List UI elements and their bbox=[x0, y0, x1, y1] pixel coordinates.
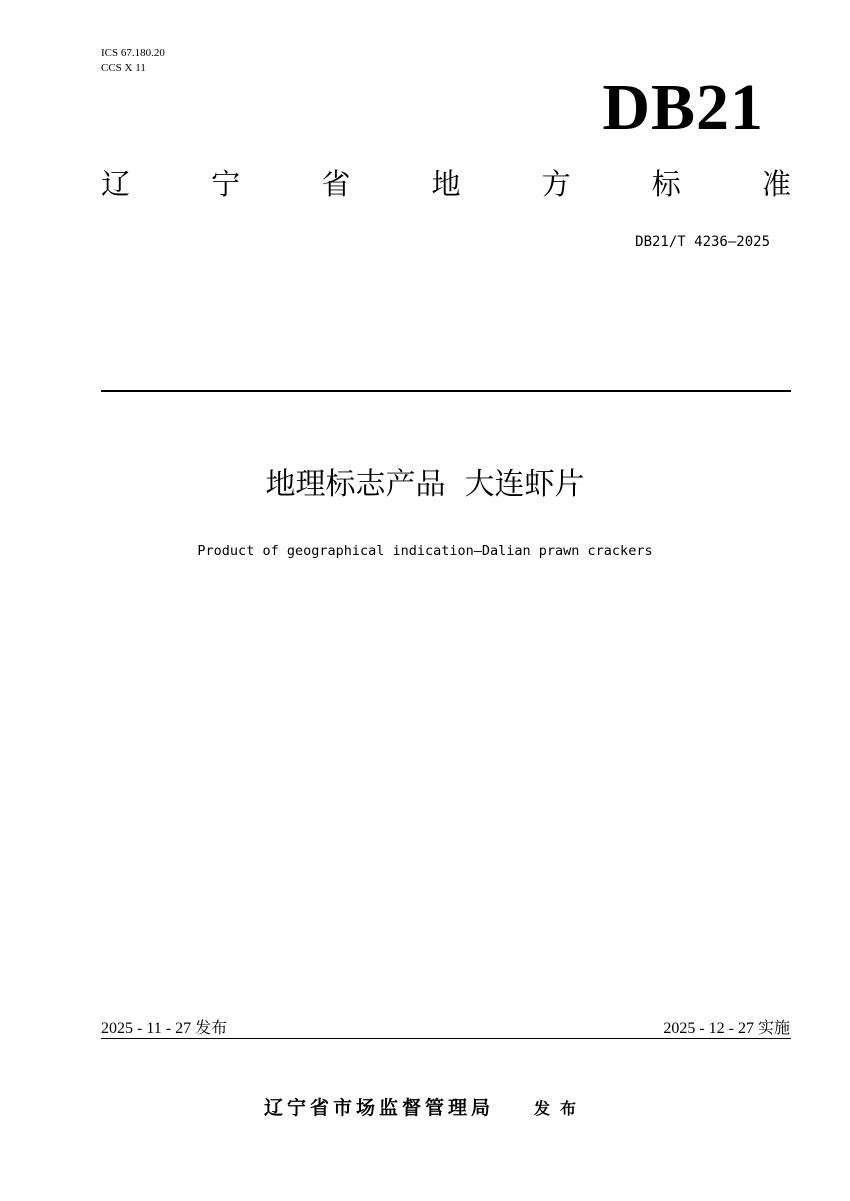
standard-type-heading bbox=[101, 162, 791, 206]
standard-type-char: 准 bbox=[761, 167, 791, 201]
standard-type-char: 辽 bbox=[101, 167, 131, 201]
standard-type-char: 标 bbox=[651, 167, 681, 201]
ccs-code: CCS X 11 bbox=[101, 62, 146, 74]
issuer-action: 发布 bbox=[534, 1099, 587, 1118]
document-title-chinese: 地理标志产品 大连虾片 bbox=[265, 467, 585, 502]
classification-codes bbox=[101, 46, 165, 76]
header-divider bbox=[101, 390, 791, 392]
standard-type-char: 省 bbox=[321, 167, 351, 201]
footer-divider bbox=[101, 1038, 791, 1039]
standard-type-char: 方 bbox=[541, 167, 571, 201]
standard-number: DB21/T 4236—2025 bbox=[635, 234, 770, 250]
standard-type-char: 地 bbox=[431, 167, 461, 201]
implementation-date: 2025 - 12 - 27 实施 bbox=[663, 1020, 790, 1037]
standard-code-logo: DB21 bbox=[602, 71, 764, 144]
issuing-authority bbox=[0, 1094, 850, 1123]
document-title-english: Product of geographical indication—Dalian prawn crackers bbox=[197, 543, 653, 559]
ics-code: ICS 67.180.20 bbox=[101, 47, 165, 59]
issue-date: 2025 - 11 - 27 发布 bbox=[101, 1020, 228, 1037]
standard-type-char: 宁 bbox=[211, 167, 241, 201]
issuer-organization: 辽宁省市场监督管理局 bbox=[263, 1097, 494, 1119]
